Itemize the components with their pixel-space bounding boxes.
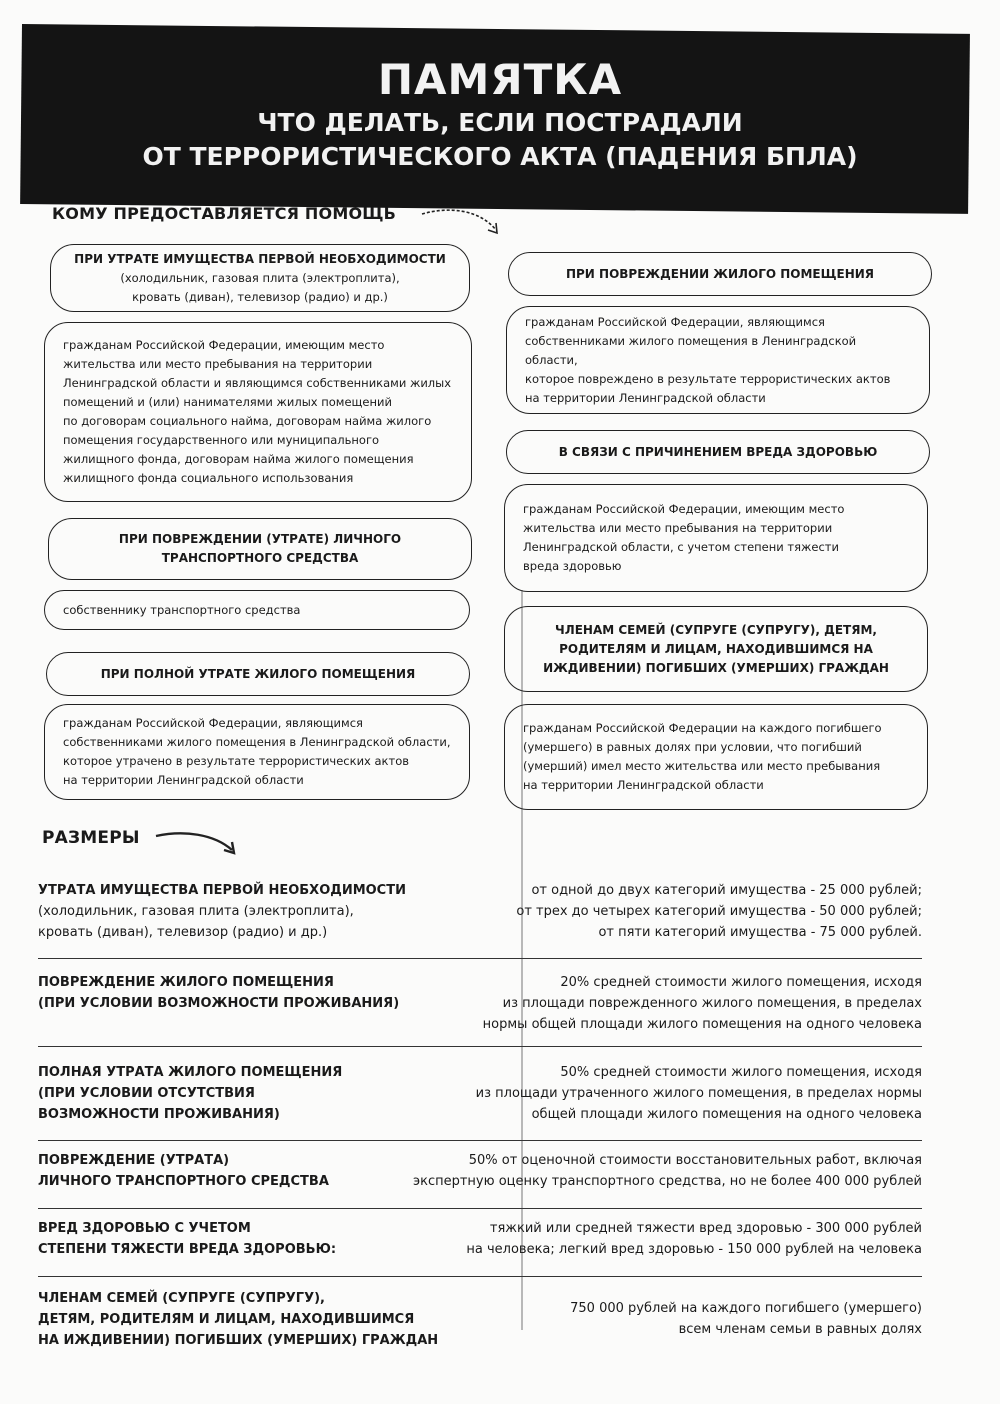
home-damage-body [506,306,930,414]
row-value: 20% средней стоимости жилого помещения, исходя [560,975,922,990]
text-line: на территории Ленинградской области [523,778,764,792]
row-label: УТРАТА ИМУЩЕСТВА ПЕРВОЙ НЕОБХОДИМОСТИ [38,883,406,898]
text-line: гражданам Российской Федерации, имеющим место [63,338,385,352]
row-label-note: кровать (диван), телевизор (радио) и др.) [38,925,328,940]
text-line: собственнику транспортного средства [63,602,301,617]
row-value: 50% от оценочной стоимости восстановительных работ, включая [468,1153,922,1168]
header [0,56,1000,172]
property-loss-sub2: кровать (диван), телевизор (радио) и др.) [132,289,388,304]
text-line: жилищного фонда, договорам найма жилого помещения [63,452,414,466]
row-label: ДЕТЯМ, РОДИТЕЛЯМ И ЛИЦАМ, НАХОДИВШИМСЯ [38,1312,415,1327]
text-line: которое повреждено в результате террористических актов [525,371,891,386]
text-line: жилищного фонда социального использования [63,471,354,485]
vehicle-damage-body [44,590,470,630]
vehicle-damage-title2: ТРАНСПОРТНОГО СРЕДСТВА [161,551,359,565]
text-line: жительства или место пребывания на территории [523,521,833,535]
text-line: (умершего) в равных долях при условии, что погибший [523,740,862,754]
row-divider [38,1208,922,1209]
row-label: (ПРИ УСЛОВИИ ВОЗМОЖНОСТИ ПРОЖИВАНИЯ) [38,996,400,1011]
family-title2: РОДИТЕЛЯМ И ЛИЦАМ, НАХОДИВШИМСЯ НА [559,641,873,656]
text-line: помещений и (или) нанимателями жилых помещений [63,395,392,409]
row-label-note: (холодильник, газовая плита (электроплита), [38,904,354,919]
row-label: ЛИЧНОГО ТРАНСПОРТНОГО СРЕДСТВА [38,1174,329,1189]
row-value: экспертную оценку транспортного средства, но не более 400 000 рублей [412,1174,922,1189]
row-value: общей площади жилого помещения на одного человека [531,1107,922,1122]
row-divider [38,1046,922,1047]
home-damage-head [508,252,932,296]
row-value: на человека; легкий вред здоровью - 150 000 рублей на человека [466,1242,922,1257]
row-label: СТЕПЕНИ ТЯЖЕСТИ ВРЕДА ЗДОРОВЬЮ: [38,1242,337,1257]
property-loss-sub1: (холодильник, газовая плита (электроплита), [120,270,400,285]
text-line: Ленинградской области, с учетом степени тяжести [523,540,839,554]
row-value: 750 000 рублей на каждого погибшего (умершего) [570,1301,922,1316]
row-value: 50% средней стоимости жилого помещения, исходя [560,1065,922,1080]
text-line: жительства или место пребывания на территории [63,357,373,371]
row-value: нормы общей площади жилого помещения на одного человека [482,1017,922,1032]
health-harm-body [504,484,928,592]
family-body [504,704,928,810]
row-label: (ПРИ УСЛОВИИ ОТСУТСТВИЯ [38,1086,255,1101]
arrow-right-icon [154,826,242,862]
health-harm-title: В СВЯЗИ С ПРИЧИНЕНИЕМ ВРЕДА ЗДОРОВЬЮ [558,444,878,459]
total-loss-head [46,652,470,696]
text-line: на территории Ленинградской области [63,773,304,787]
page-title: ПАМЯТКА [377,55,623,104]
family-title3: ИЖДИВЕНИИ) ПОГИБШИХ (УМЕРШИХ) ГРАЖДАН [543,660,889,675]
text-line: гражданам Российской Федерации, являющимся [63,716,363,730]
row-value: от трех до четырех категорий имущества - 50 000 рублей; [516,904,922,919]
property-loss-body [44,322,472,502]
page-subtitle-line2: ОТ ТЕРРОРИСТИЧЕСКОГО АКТА (ПАДЕНИЯ БПЛА) [142,142,858,171]
family-head [504,606,928,692]
row-divider [38,958,922,959]
row-value: от одной до двух категорий имущества - 25 000 рублей; [531,883,922,898]
property-loss-title: ПРИ УТРАТЕ ИМУЩЕСТВА ПЕРВОЙ НЕОБХОДИМОСТИ [74,251,446,266]
text-line: помещения государственного или муниципального [63,433,380,447]
vehicle-damage-head [48,518,472,580]
row-divider [38,1276,922,1277]
property-loss-head [50,244,470,312]
text-line: (умерший) имел место жительства или место пребывания [523,759,881,773]
row-value: тяжкий или средней тяжести вред здоровью - 300 000 рублей [489,1221,922,1236]
vehicle-damage-title1: ПРИ ПОВРЕЖДЕНИИ (УТРАТЕ) ЛИЧНОГО [118,532,402,546]
text-line: гражданам Российской Федерации, имеющим место [523,502,845,516]
row-label: ВОЗМОЖНОСТИ ПРОЖИВАНИЯ) [38,1107,280,1122]
row-value: от пяти категорий имущества - 75 000 рублей. [598,925,922,940]
row-label: ВРЕД ЗДОРОВЬЮ С УЧЕТОМ [38,1221,251,1236]
text-line: вреда здоровью [523,559,622,573]
text-line: Ленинградской области и являющимся собственниками жилых [63,376,452,390]
row-value: из площади поврежденного жилого помещения, в пределах [502,996,922,1011]
text-line: по договорам социального найма, договорам найма жилого [63,414,432,428]
text-line: которое утрачено в результате террористических актов [63,754,410,768]
row-label: ПОЛНАЯ УТРАТА ЖИЛОГО ПОМЕЩЕНИЯ [38,1065,343,1080]
home-damage-title: ПРИ ПОВРЕЖДЕНИИ ЖИЛОГО ПОМЕЩЕНИЯ [565,266,875,281]
row-label: ПОВРЕЖДЕНИЕ (УТРАТА) [38,1153,230,1168]
arrow-right-down-icon [420,200,504,244]
family-title1: ЧЛЕНАМ СЕМЕЙ (СУПРУГЕ (СУПРУГУ), ДЕТЯМ, [555,622,877,637]
scan-fold-line [521,590,523,1330]
row-value: из площади утраченного жилого помещения, в пределах нормы [475,1086,922,1101]
text-line: собственниками жилого помещения в Ленинградской области, [63,735,451,749]
row-label: НА ИЖДИВЕНИИ) ПОГИБШИХ (УМЕРШИХ) ГРАЖДАН [38,1333,439,1348]
row-divider [38,1140,922,1141]
who-heading: КОМУ ПРЕДОСТАВЛЯЕТСЯ ПОМОЩЬ [52,204,397,223]
text-line: гражданам Российской Федерации на каждого погибшего [523,721,882,735]
total-loss-body [44,704,470,800]
sizes-heading: РАЗМЕРЫ [42,828,140,848]
total-loss-title: ПРИ ПОЛНОЙ УТРАТЕ ЖИЛОГО ПОМЕЩЕНИЯ [100,666,416,681]
row-value: всем членам семьи в равных долях [678,1322,922,1337]
text-line: гражданам Российской Федерации, являющимся [525,314,825,329]
text-line: на территории Ленинградской области [525,390,766,405]
health-harm-head [506,430,930,474]
row-label: ЧЛЕНАМ СЕМЕЙ (СУПРУГЕ (СУПРУГУ), [38,1291,325,1306]
page-subtitle-line1: ЧТО ДЕЛАТЬ, ЕСЛИ ПОСТРАДАЛИ [257,108,743,137]
text-line: собственниками жилого помещения в Ленинградской области, [525,333,857,367]
row-label: ПОВРЕЖДЕНИЕ ЖИЛОГО ПОМЕЩЕНИЯ [38,975,334,990]
